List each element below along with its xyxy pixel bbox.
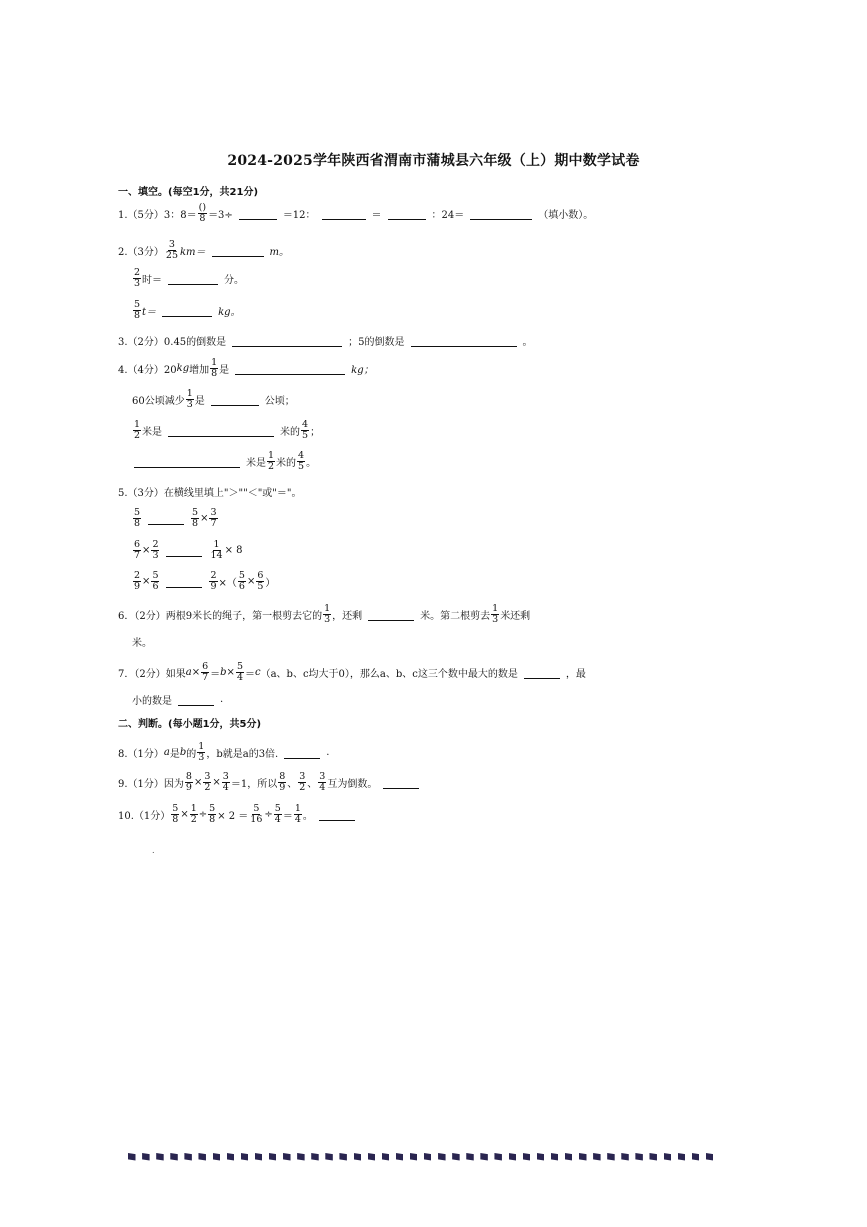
q9-fraction-6: $\frac{3}{4}$ (319, 771, 326, 793)
q7-blank-2[interactable] (178, 704, 214, 706)
footer-flag-icon (649, 1153, 657, 1161)
q8-text-3: 的 (186, 749, 197, 760)
q7-var-b: b (220, 667, 227, 678)
footer-flag-icon (241, 1153, 249, 1161)
q6-text-3: 米。第二根剪去 (420, 611, 491, 622)
footer-flag-icon (565, 1153, 573, 1161)
footer-flag-icon (635, 1153, 643, 1161)
question-5-row-2 (132, 540, 243, 561)
q4-fraction-1: $\frac{1}{8}$ (211, 357, 218, 379)
question-5 (118, 484, 302, 499)
q7-var-c: c (254, 667, 261, 678)
q1-blank-2[interactable] (322, 218, 366, 220)
footer-flag-icon (156, 1153, 164, 1161)
q5-r3-op: × (142, 576, 151, 587)
question-4-line-4 (128, 451, 316, 472)
q1-text-5: ：24＝ (431, 210, 465, 221)
question-1 (118, 203, 593, 224)
q4-text-2: 是 (219, 365, 230, 376)
question-2-line-2 (132, 268, 244, 289)
q4-l4-text-1: 米是 (246, 458, 266, 469)
footer-flag-icon (325, 1153, 333, 1161)
q10-fraction-3: $\frac{5}{8}$ (209, 803, 216, 825)
q4-blank-2[interactable] (211, 404, 259, 406)
question-4-line-3 (132, 420, 320, 441)
q4-l2-fraction: $\frac{1}{3}$ (186, 388, 193, 410)
q6-text-4: 米还剩 (500, 611, 531, 622)
footer-flag-icon (537, 1153, 545, 1161)
q1-text-6: （填小数）。 (538, 210, 594, 221)
q8-text-1: 8.（1分） (118, 749, 164, 760)
q10-blank[interactable] (319, 819, 355, 821)
q7-text-3: ，最 (565, 669, 586, 680)
footer-flag-icon (438, 1153, 446, 1161)
footer-flag-icon (607, 1153, 615, 1161)
q4-l4-fraction-2: $\frac{4}{5}$ (298, 450, 305, 472)
section-fill-in-heading: 一、填空。(每空1分，共21分) (118, 187, 259, 198)
q2-blank-3[interactable] (162, 315, 212, 317)
q7-eq-2: ＝ (244, 669, 255, 680)
q6-blank-1[interactable] (368, 619, 414, 621)
q5-r3-fraction-c: $\frac{2}{9}$ (210, 570, 217, 592)
q2-unit-3: t＝ (142, 307, 157, 318)
q9-fraction-1: $\frac{8}{9}$ (185, 771, 192, 793)
q3-end: 。 (522, 337, 533, 348)
question-7-line-2 (132, 692, 223, 707)
footer-flag-icon (227, 1153, 235, 1161)
q2-unit-2: 时＝ (142, 275, 163, 286)
q5-r3-fraction-a: $\frac{2}{9}$ (134, 570, 141, 592)
question-4 (118, 358, 374, 379)
q7-text-5: . (220, 694, 224, 705)
footer-flag-icon (551, 1153, 559, 1161)
q4-blank-1[interactable] (235, 373, 345, 375)
footer-flag-icon (466, 1153, 474, 1161)
exam-title: 2024-2025学年陕西省渭南市蒲城县六年级（上）期中数学试卷 (227, 153, 640, 169)
q5-r1-fraction-c: $\frac{3}{7}$ (210, 507, 217, 529)
footer-flag-icon (480, 1153, 488, 1161)
q10-text-1: 10.（1分） (118, 811, 171, 822)
q10-fraction-6: $\frac{1}{4}$ (294, 803, 301, 825)
question-6 (118, 604, 530, 625)
footer-flag-icon (706, 1153, 714, 1161)
q6-text-2: ，还剩 (332, 611, 363, 622)
q8-fraction: $\frac{1}{3}$ (198, 741, 205, 763)
question-7 (118, 662, 586, 683)
q1-blank-1[interactable] (239, 218, 277, 220)
q4-l2-text-1: 60公顷减少 (132, 396, 185, 407)
q5-r2-fraction-b: $\frac{2}{3}$ (152, 539, 159, 561)
q1-text-2: ＝3÷ (208, 210, 233, 221)
q5-r2-fraction-a: $\frac{6}{7}$ (134, 539, 141, 561)
footer-flag-icon (354, 1153, 362, 1161)
question-8 (118, 742, 329, 763)
q7-text-2: （a、b、c均大于0），那么a、b、c这三个数中最大的数是 (260, 669, 518, 680)
footer-flag-icon (213, 1153, 221, 1161)
q5-r3-fraction-e: $\frac{6}{5}$ (257, 570, 264, 592)
footer-flag-icon (368, 1153, 376, 1161)
q2-unit-3b: kg。 (218, 307, 241, 318)
footer-flag-icon (198, 1153, 206, 1161)
q7-text-1: 7．（2分）如果 (118, 669, 186, 680)
footer-flag-icon (128, 1153, 136, 1161)
footer-flag-icon (692, 1153, 700, 1161)
footer-flag-icon (382, 1153, 390, 1161)
q4-l4-fraction-1: $\frac{1}{2}$ (268, 450, 275, 472)
q10-fraction-2: $\frac{1}{2}$ (190, 803, 197, 825)
q5-r2-op: × (142, 545, 151, 556)
footer-flag-icon (523, 1153, 531, 1161)
q7-var-a: a (185, 667, 192, 678)
q3-mid: ；5的倒数是 (348, 337, 405, 348)
q1-blank-3[interactable] (388, 218, 426, 220)
q2-blank-1[interactable] (212, 255, 264, 257)
q9-fraction-4: $\frac{8}{9}$ (279, 771, 286, 793)
q8-text-5: . (326, 747, 330, 758)
q1-text-4: ＝ (371, 210, 382, 221)
q7-eq-1: ＝ (210, 669, 221, 680)
q5-blank-1[interactable] (148, 523, 184, 525)
q9-op-2: × (212, 777, 221, 788)
q5-blank-3[interactable] (166, 586, 202, 588)
q1-blank-4[interactable] (470, 218, 532, 220)
q8-text-2: 是 (169, 749, 180, 760)
q9-sep-2: 、 (307, 779, 318, 790)
q10-fraction-5: $\frac{5}{4}$ (274, 803, 281, 825)
q8-text-4: ，b就是a的3倍. (206, 749, 279, 760)
q5-r3-fraction-d: $\frac{5}{6}$ (238, 570, 245, 592)
q6-text-1: 6．（2分）两根9米长的绳子，第一根剪去它的 (118, 611, 323, 622)
q4-blank-4[interactable] (134, 466, 240, 468)
q4-l2-text-3: 公顷； (264, 396, 295, 407)
q5-r3-fraction-b: $\frac{5}{6}$ (152, 570, 159, 592)
question-10 (118, 804, 361, 825)
q5-r2-fraction-c: $\frac{1}{14}$ (210, 539, 223, 561)
q1-prefix: 1.（5分）3：8＝ (118, 210, 197, 221)
q9-op-1: × (193, 777, 203, 788)
footer-flag-icon (664, 1153, 672, 1161)
q5-r1-op: × (200, 513, 209, 524)
q10-fraction-1: $\frac{5}{8}$ (172, 803, 179, 825)
stray-mark: . (152, 846, 155, 855)
question-3 (118, 333, 533, 348)
q1-fraction: $\frac{()}{8}$ (198, 202, 207, 224)
q4-l4-text-3: 。 (306, 458, 317, 469)
q5-r1-fraction-b: $\frac{5}{8}$ (192, 507, 199, 529)
q2-unit-1b: m。 (269, 247, 290, 258)
q9-blank[interactable] (383, 787, 419, 789)
q2-fraction-2: $\frac{2}{3}$ (134, 267, 141, 289)
q10-op-2: ÷ (198, 809, 208, 820)
section-judge-heading: 二、判断。(每小题1分，共5分) (118, 719, 262, 730)
q10-fraction-4: $\frac{5}{16}$ (250, 803, 263, 825)
footer-flag-icon (424, 1153, 432, 1161)
q6-fraction-2: $\frac{1}{3}$ (492, 603, 499, 625)
q4-l3-fraction-2: $\frac{4}{5}$ (302, 419, 309, 441)
footer-flag-icon (410, 1153, 418, 1161)
footer-flag-icon (311, 1153, 319, 1161)
q9-text-2: ＝1，所以 (230, 779, 278, 790)
footer-flag-icon (494, 1153, 502, 1161)
q8-var-b: b (179, 747, 187, 758)
q4-l4-text-2: 米的 (276, 458, 297, 469)
footer-decoration (128, 1153, 713, 1161)
q10-eq: ＝ (282, 811, 293, 822)
q4-l2-text-2: 是 (194, 396, 205, 407)
footer-flag-icon (678, 1153, 686, 1161)
footer-flag-icon (297, 1153, 305, 1161)
q4-unit: kg； (351, 365, 374, 376)
q1-text-3: ＝12： (282, 210, 316, 221)
footer-flag-icon (452, 1153, 460, 1161)
q9-fraction-2: $\frac{3}{2}$ (204, 771, 211, 793)
question-6-line-2 (132, 634, 152, 649)
q5-r3-mid: ×（ (218, 578, 237, 589)
footer-flag-icon (396, 1153, 404, 1161)
q2-unit-1: km＝ (180, 247, 206, 258)
q7-op-1: × (191, 667, 201, 678)
q2-unit-2b: 分。 (224, 275, 245, 286)
q9-text-3: 互为倒数。 (327, 779, 378, 790)
q9-fraction-5: $\frac{3}{2}$ (299, 771, 306, 793)
q3-blank-2[interactable] (411, 345, 517, 347)
q7-op-2: × (226, 667, 235, 678)
q2-blank-2[interactable] (168, 283, 218, 285)
q7-fraction-1: $\frac{6}{7}$ (202, 661, 209, 683)
q3-prefix: 3.（2分）0.45的倒数是 (118, 337, 227, 348)
question-2-line-3 (132, 300, 241, 321)
q10-text-2: × 2 ＝ (217, 811, 249, 822)
q7-text-4: 小的数是 (132, 696, 172, 707)
footer-flag-icon (621, 1153, 629, 1161)
footer-flag-icon (184, 1153, 192, 1161)
q5-blank-2[interactable] (166, 555, 202, 557)
question-2 (118, 240, 289, 261)
q2-prefix: 2.（3分） (118, 247, 164, 258)
footer-flag-icon (142, 1153, 150, 1161)
footer-flag-icon (579, 1153, 587, 1161)
q5-r1-fraction-a: $\frac{5}{8}$ (134, 507, 141, 529)
q4-kg: kg (176, 363, 190, 374)
q5-r2-tail: × 8 (224, 545, 243, 556)
q5-r3-op2: × (246, 576, 256, 587)
footer-flag-icon (339, 1153, 347, 1161)
footer-flag-icon (170, 1153, 178, 1161)
footer-flag-icon (593, 1153, 601, 1161)
question-5-row-3 (132, 571, 275, 592)
q2-fraction-1: $\frac{3}{25}$ (165, 239, 178, 261)
q4-l3-text-2: 米的 (280, 427, 301, 438)
q4-prefix: 4.（4分）20 (118, 365, 177, 376)
q4-l3-fraction-1: $\frac{1}{2}$ (134, 419, 141, 441)
q4-blank-3[interactable] (168, 435, 274, 437)
footer-flag-icon (283, 1153, 291, 1161)
q4-l3-text-1: 米是 (142, 427, 163, 438)
q8-var-a: a (163, 747, 170, 758)
q6-fraction-1: $\frac{1}{3}$ (324, 603, 331, 625)
q9-sep-1: 、 (287, 779, 298, 790)
q10-text-3: 。 (302, 811, 313, 822)
question-5-row-1 (132, 508, 219, 529)
q7-blank-1[interactable] (524, 677, 560, 679)
q6-text-5: 米。 (132, 638, 152, 649)
question-9 (118, 772, 425, 793)
q7-fraction-2: $\frac{5}{4}$ (236, 661, 243, 683)
q8-blank[interactable] (284, 757, 320, 759)
q9-text-1: 9.（1分）因为 (118, 779, 184, 790)
q9-fraction-3: $\frac{3}{4}$ (222, 771, 229, 793)
q5-prefix: 5.（3分）在横线里填上"＞""＜"或"＝"。 (118, 488, 302, 499)
question-4-line-2 (132, 389, 295, 410)
q5-r3-close: ） (265, 578, 276, 589)
q4-text-1: 增加 (189, 365, 210, 376)
q4-l3-text-3: ； (310, 427, 321, 438)
q2-fraction-3: $\frac{5}{8}$ (134, 299, 141, 321)
footer-flag-icon (269, 1153, 277, 1161)
footer-flag-icon (255, 1153, 263, 1161)
q10-op-3: ÷ (264, 809, 273, 820)
footer-flag-icon (509, 1153, 517, 1161)
q3-blank-1[interactable] (232, 345, 342, 347)
q10-op-1: × (180, 809, 189, 820)
